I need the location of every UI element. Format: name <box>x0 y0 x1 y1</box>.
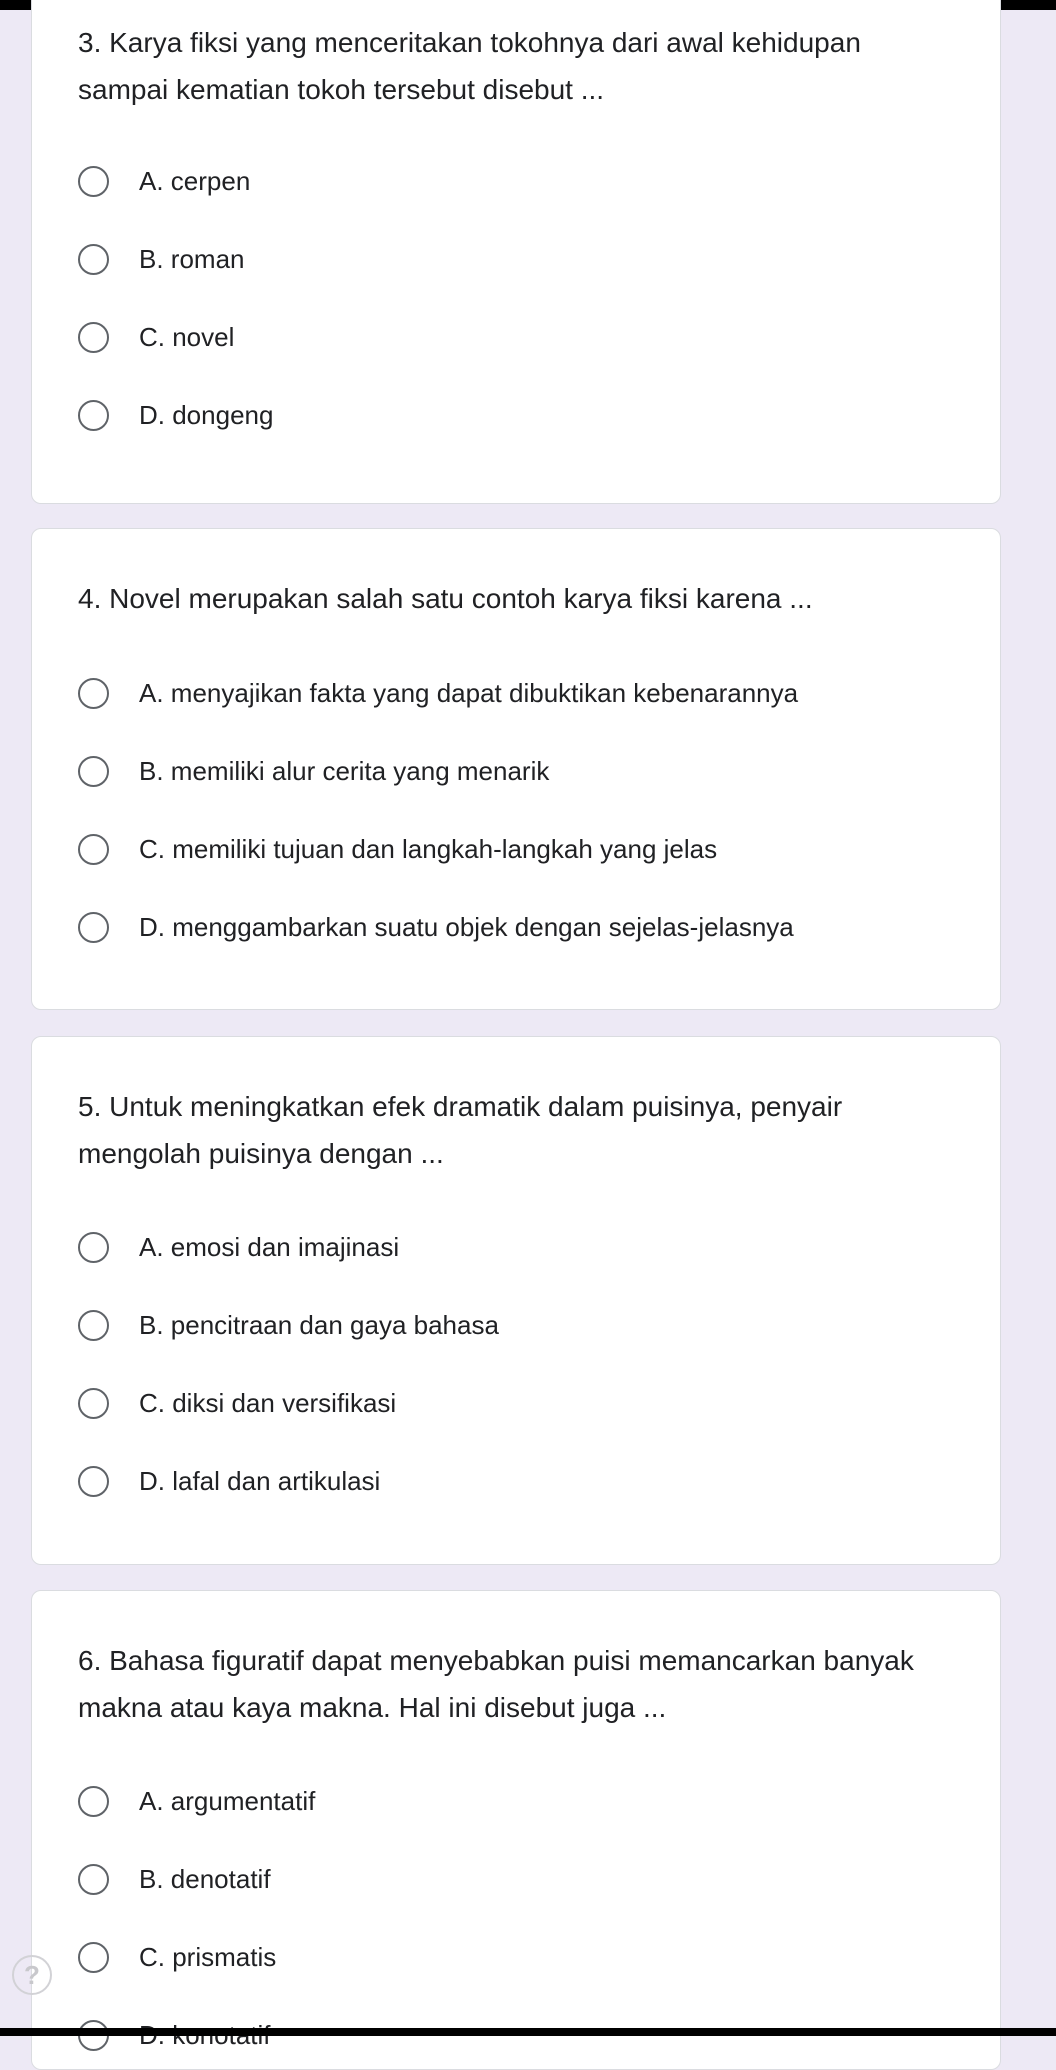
option-label: C. diksi dan versifikasi <box>139 1387 397 1418</box>
question-mark-icon: ? <box>24 1959 40 1990</box>
question-card-3 <box>31 0 1001 504</box>
radio-button[interactable] <box>78 1232 109 1263</box>
option-b[interactable] <box>78 1305 499 1345</box>
option-label: D. menggambarkan suatu objek dengan sejelas-jelasnya <box>139 911 794 942</box>
option-c[interactable] <box>78 317 234 357</box>
question-card-6 <box>31 1590 1001 2070</box>
option-label: B. pencitraan dan gaya bahasa <box>139 1309 499 1340</box>
option-d[interactable] <box>78 1461 380 1501</box>
option-a[interactable] <box>78 1227 399 1267</box>
option-c[interactable] <box>78 1937 276 1977</box>
option-label: B. denotatif <box>139 1863 271 1894</box>
option-d[interactable] <box>78 907 794 947</box>
radio-button[interactable] <box>78 834 109 865</box>
option-label: A. menyajikan fakta yang dapat dibuktikan kebenarannya <box>139 677 799 708</box>
question-title: 6. Bahasa figuratif dapat menyebabkan puisi memancarkan banyak makna atau kaya makna. Hal ini disebut juga ... <box>78 1645 914 1723</box>
radio-button[interactable] <box>78 1388 109 1419</box>
radio-button[interactable] <box>78 912 109 943</box>
option-label: B. roman <box>139 243 245 274</box>
option-b[interactable] <box>78 239 245 279</box>
radio-button[interactable] <box>78 1466 109 1497</box>
radio-button[interactable] <box>78 1942 109 1973</box>
option-c[interactable] <box>78 829 717 869</box>
option-label: A. argumentatif <box>139 1785 316 1816</box>
question-title: 4. Novel merupakan salah satu contoh karya fiksi karena ... <box>78 583 813 614</box>
radio-button[interactable] <box>78 322 109 353</box>
option-a[interactable] <box>78 1781 315 1821</box>
option-a[interactable] <box>78 161 250 201</box>
option-label: D. lafal dan artikulasi <box>139 1465 381 1496</box>
radio-button[interactable] <box>78 756 109 787</box>
option-label: A. cerpen <box>139 165 251 196</box>
question-title: 5. Untuk meningkatkan efek dramatik dalam puisinya, penyair mengolah puisinya dengan ... <box>78 1091 843 1169</box>
option-label: A. emosi dan imajinasi <box>139 1231 400 1262</box>
option-label: C. novel <box>139 321 235 352</box>
option-b[interactable] <box>78 1859 271 1899</box>
option-c[interactable] <box>78 1383 396 1423</box>
radio-button[interactable] <box>78 678 109 709</box>
radio-button[interactable] <box>78 1786 109 1817</box>
help-button[interactable] <box>12 1955 52 1995</box>
radio-button[interactable] <box>78 166 109 197</box>
option-label: C. memiliki tujuan dan langkah-langkah yang jelas <box>139 833 718 864</box>
option-a[interactable] <box>78 673 798 713</box>
question-card-5 <box>31 1036 1001 1565</box>
radio-button[interactable] <box>78 400 109 431</box>
radio-button[interactable] <box>78 1310 109 1341</box>
question-card-4 <box>31 528 1001 1010</box>
option-d[interactable] <box>78 395 273 435</box>
option-label: D. dongeng <box>139 399 274 430</box>
question-title: 3. Karya fiksi yang menceritakan tokohnya dari awal kehidupan sampai kematian tokoh tersebut disebut ... <box>78 27 861 105</box>
radio-button[interactable] <box>78 1864 109 1895</box>
option-b[interactable] <box>78 751 549 791</box>
option-label: B. memiliki alur cerita yang menarik <box>139 755 550 786</box>
option-label: C. prismatis <box>139 1941 277 1972</box>
bottom-edge-bar <box>0 2028 1056 2036</box>
radio-button[interactable] <box>78 244 109 275</box>
